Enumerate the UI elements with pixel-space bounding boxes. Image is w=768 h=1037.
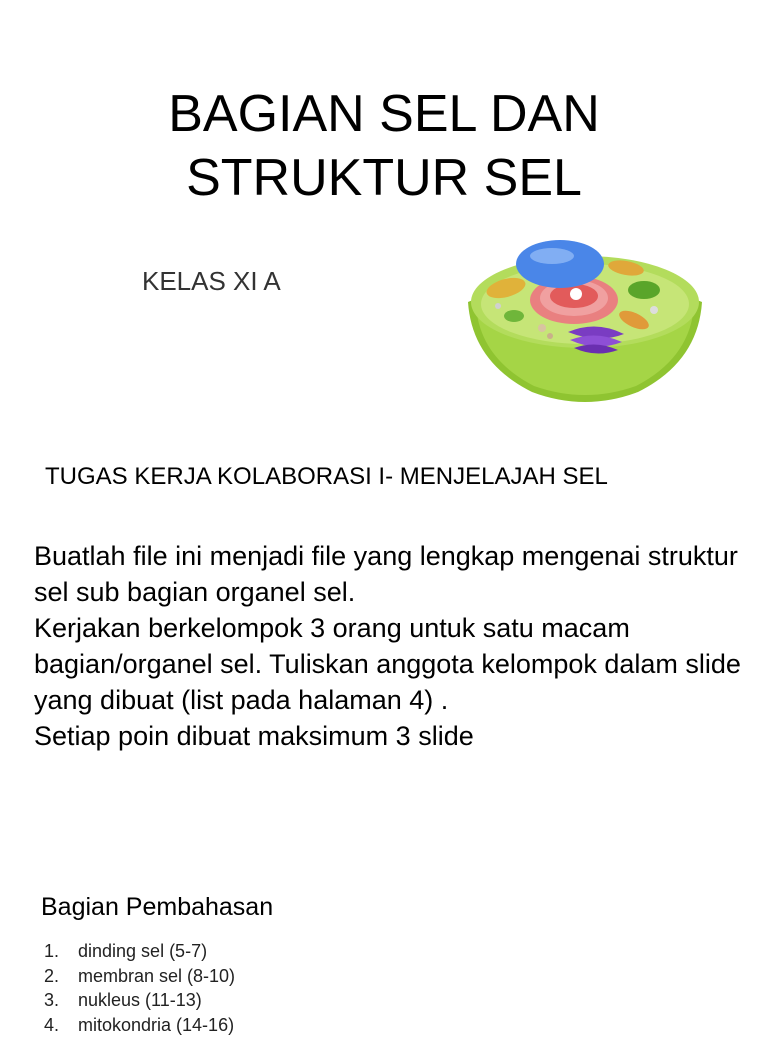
title-line-2: STRUKTUR SEL: [0, 146, 768, 210]
topics-list: [44, 939, 235, 1037]
list-item: [44, 988, 235, 1013]
list-item-number: 2.: [44, 964, 78, 989]
class-label: KELAS XI A: [142, 266, 281, 297]
animal-cell-illustration: [458, 232, 712, 408]
nucleus: [516, 240, 604, 288]
nucleolus: [570, 288, 582, 300]
list-item-text: nukleus (11-13): [78, 990, 202, 1010]
instruction-paragraph: Setiap poin dibuat maksimum 3 slide: [34, 718, 754, 754]
list-item: [44, 964, 235, 989]
list-item-number: 3.: [44, 988, 78, 1013]
title-line-1: BAGIAN SEL DAN: [0, 82, 768, 146]
list-item-text: membran sel (8-10): [78, 966, 235, 986]
list-item-number: 4.: [44, 1013, 78, 1037]
task-heading: TUGAS KERJA KOLABORASI I- MENJELAJAH SEL: [45, 463, 608, 491]
instructions-block: [34, 538, 754, 754]
list-item: [44, 939, 235, 964]
page-title: [0, 82, 768, 210]
list-item-text: mitokondria (14-16): [78, 1015, 234, 1035]
list-item: [44, 1013, 235, 1037]
section-heading: Bagian Pembahasan: [41, 893, 273, 922]
list-item-number: 1.: [44, 939, 78, 964]
instruction-paragraph: Buatlah file ini menjadi file yang lengkap mengenai struktur sel sub bagian organel sel.: [34, 538, 754, 610]
list-item-text: dinding sel (5-7): [78, 941, 207, 961]
instruction-paragraph: Kerjakan berkelompok 3 orang untuk satu macam bagian/organel sel. Tuliskan anggota kelompok dalam slide yang dibuat (list pada halaman 4) .: [34, 610, 754, 718]
